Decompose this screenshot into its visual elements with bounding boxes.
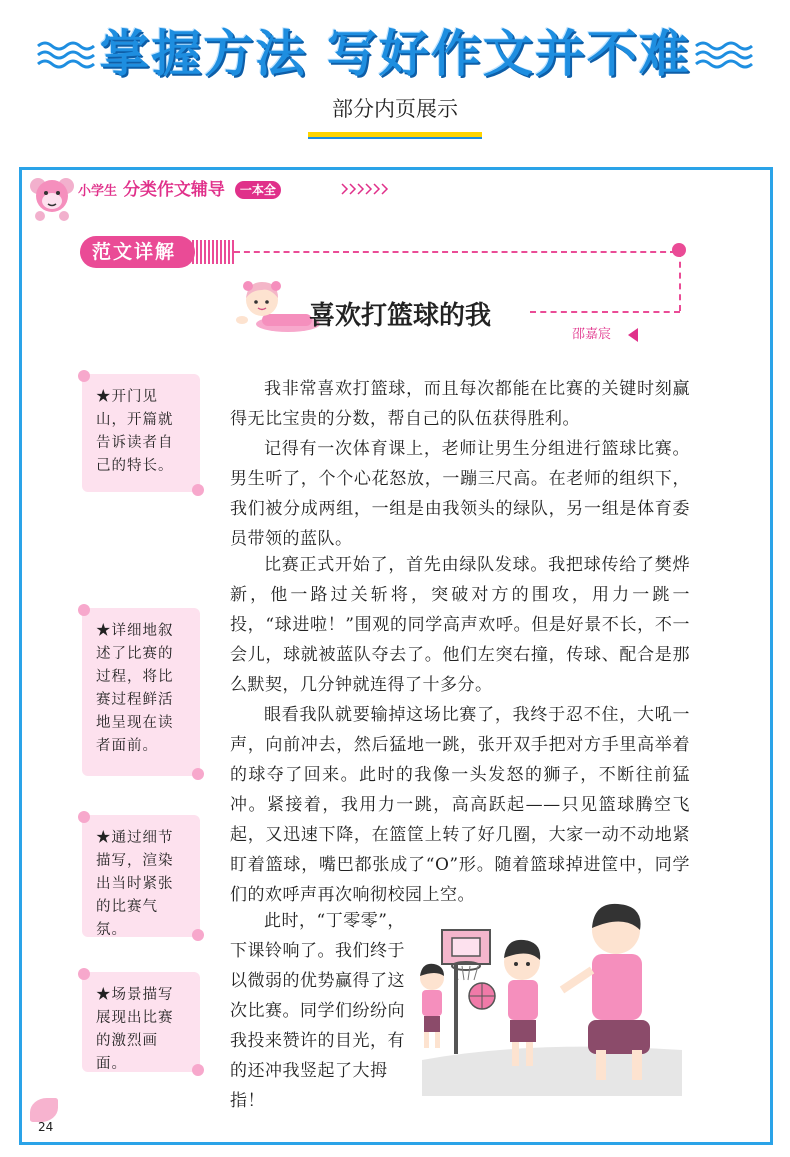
section-dashed-line-lower (530, 311, 680, 313)
book-series-title (78, 178, 281, 204)
page-subtitle: 部分内页展示 (332, 97, 458, 121)
side-note-4: ★场景描写展现出比赛的激烈画面。 (82, 972, 200, 1072)
essay-paragraph-2: 记得有一次体育课上，老师让男生分组进行篮球比赛。男生听了，个个心花怒放，一蹦三尺高。在老师的组织下，我们被分成两组，一组是由我领头的绿队，另一组是体育委员带领的蓝队。 (230, 439, 690, 549)
side-note-3: ★通过细节描写，渲染出当时紧张的比赛气氛。 (82, 815, 200, 937)
essay-title: 喜欢打篮球的我 (308, 301, 491, 331)
side-note-1: ★开门见山，开篇就告诉读者自己的特长。 (82, 374, 200, 492)
essay-author: 邵嘉宸 (572, 327, 612, 342)
essay-paragraph-4: 眼看我队就要输掉这场比赛了，我终于忍不住，大吼一声，向前冲去，然后猛地一跳，张开双手把对方手里高举着的球夺了回来。此时的我像一头发怒的狮子，不断往前猛冲。紧接着，我用力一跳，高高跃起——只见篮球腾空飞起，又迅速下降，在篮筐上转了好几圈，大家一动不动地紧盯着篮球，嘴巴都张成了“O”形。随着篮球掉进筐中，同学们的欢呼声再次响彻校园上空。 (230, 705, 690, 905)
subtitle-underline-blue (308, 137, 482, 139)
author-arrow-icon (628, 328, 638, 342)
book-arrows-decoration (340, 181, 400, 200)
section-dashed-line (234, 251, 676, 253)
side-note-2: ★详细地叙述了比赛的过程，将比赛过程鲜活地呈现在读者面前。 (82, 608, 200, 776)
book-badge: 一本全 (235, 181, 281, 199)
book-title: 分类作文辅导 (122, 180, 225, 200)
basketball-illustration (412, 900, 692, 1104)
section-dashed-vertical (679, 251, 681, 311)
book-prefix: 小学生 (78, 184, 118, 199)
essay-paragraph-1: 我非常喜欢打篮球，而且每次都能在比赛的关键时刻赢得无比宝贵的分数，帮自己的队伍获得胜利。 (230, 379, 690, 429)
section-tag: 范文详解 (80, 236, 195, 268)
monkey-mascot-icon (26, 172, 78, 228)
essay-paragraph-3: 比赛正式开始了，首先由绿队发球。我把球传给了樊烨新，他一路过关斩将，突破对方的围攻，用力一跳一投，“球进啦！”围观的同学高声欢呼。但是好景不长，不一会儿，球就被蓝队夺去了。他们左突右撞，传球、配合是那么默契，几分钟就连得了十多分。 (230, 555, 690, 695)
essay-paragraph-5: 此时，“丁零零”，下课铃响了。我们终于以微弱的优势赢得了这次比赛。同学们纷纷向我投来赞许的目光，有的还冲我竖起了大拇指！ (230, 911, 405, 1111)
page-number: 24 (38, 1120, 54, 1134)
page-title: 掌握方法 写好作文并不难 (99, 25, 691, 83)
section-tag-stripes (192, 240, 234, 264)
